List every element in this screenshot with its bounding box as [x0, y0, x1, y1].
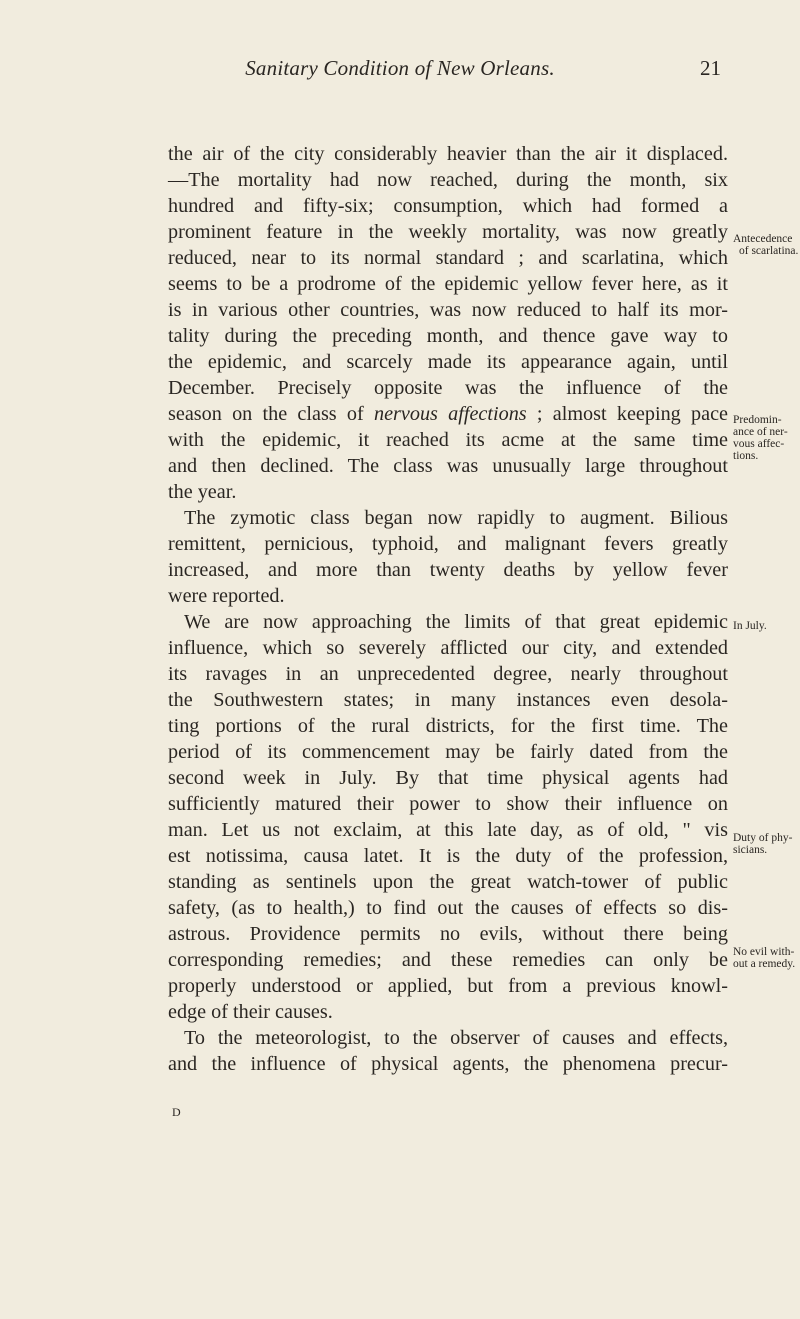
body-line: standing as sentinels upon the great watch-tower of public — [168, 871, 728, 893]
margin-note-line: of scarlatina. — [739, 245, 799, 257]
body-line: corresponding remedies; and these remedies can only be — [168, 949, 728, 971]
margin-note-line: No evil with- — [733, 946, 795, 958]
body-line: est notissima, causa latet. It is the duty of the profession, — [168, 845, 728, 867]
body-line: influence, which so severely afflicted our city, and extended — [168, 637, 728, 659]
body-line: the air of the city considerably heavier than the air it displaced. — [168, 143, 728, 165]
body-line: sufficiently matured their power to show their influence on — [168, 793, 728, 815]
body-line: man. Let us not exclaim, at this late day, as of old, " vis — [168, 819, 728, 841]
body-line: —The mortality had now reached, during the month, six — [168, 169, 728, 191]
margin-note-antecedence — [733, 233, 800, 257]
margin-note-line: vous affec- — [733, 438, 785, 450]
margin-note-line: Antecedence — [733, 233, 793, 245]
margin-note-duty — [733, 832, 800, 856]
margin-note-line: Predomin- — [733, 414, 782, 426]
page-number: 21 — [700, 56, 721, 80]
margin-note-july — [733, 620, 800, 632]
running-title: Sanitary Condition of New Orleans. — [245, 56, 555, 80]
body-line — [168, 401, 728, 427]
italic-phrase: nervous affections — [374, 403, 527, 425]
margin-note-line: out a remedy. — [733, 958, 796, 970]
margin-note-line: In July. — [733, 620, 767, 632]
body-line: edge of their causes. — [168, 1001, 333, 1023]
body-line: seems to be a prodrome of the epidemic yellow fever here, as it — [168, 273, 728, 295]
margin-note-no-evil — [733, 946, 800, 970]
margin-note-line: ance of ner- — [733, 426, 788, 438]
body-line: hundred and fifty-six; consumption, which had formed a — [168, 195, 728, 217]
body-line: December. Precisely opposite was the influence of the — [168, 377, 728, 399]
body-line: the year. — [168, 481, 237, 503]
margin-note-line: tions. — [733, 450, 759, 462]
margin-note-predominance — [733, 414, 800, 462]
body-text — [168, 141, 728, 1077]
margin-note-line: sicians. — [733, 844, 768, 856]
body-line: The zymotic class began now rapidly to augment. Bilious — [184, 507, 728, 529]
body-line: is in various other countries, was now reduced to half its mor- — [168, 299, 728, 321]
body-line: safety, (as to health,) to find out the causes of effects so dis- — [168, 897, 728, 919]
body-line: and then declined. The class was unusually large throughout — [168, 455, 728, 477]
body-line: ting portions of the rural districts, for the first time. The — [168, 715, 728, 737]
body-line: remittent, pernicious, typhoid, and malignant fevers greatly — [168, 533, 728, 555]
nervous-affections-line: season on the class of nervous affections ; almost keeping pace — [168, 403, 728, 425]
signature-mark: D — [172, 1105, 181, 1119]
body-line: reduced, near to its normal standard ; and scarlatina, which — [168, 247, 728, 269]
body-line: prominent feature in the weekly mortality, was now greatly — [168, 221, 728, 243]
body-line: We are now approaching the limits of that great epidemic — [184, 611, 728, 633]
margin-note-line: Duty of phy- — [733, 832, 793, 844]
body-line: properly understood or applied, but from a previous knowl- — [168, 975, 728, 997]
body-line: astrous. Providence permits no evils, without there being — [168, 923, 728, 945]
body-line: were reported. — [168, 585, 285, 607]
body-line: period of its commencement may be fairly dated from the — [168, 741, 728, 763]
body-line: its ravages in an unprecedented degree, nearly throughout — [168, 663, 728, 685]
body-line: with the epidemic, it reached its acme at the same time — [168, 429, 728, 451]
body-line: the Southwestern states; in many instances even desola- — [168, 689, 728, 711]
body-line: To the meteorologist, to the observer of causes and effects, — [184, 1027, 728, 1049]
body-line: second week in July. By that time physical agents had — [168, 767, 728, 789]
body-line: increased, and more than twenty deaths by yellow fever — [168, 559, 728, 581]
body-line: tality during the preceding month, and thence gave way to — [168, 325, 728, 347]
body-line: and the influence of physical agents, the phenomena precur- — [168, 1053, 728, 1075]
body-line: the epidemic, and scarcely made its appearance again, until — [168, 351, 728, 373]
